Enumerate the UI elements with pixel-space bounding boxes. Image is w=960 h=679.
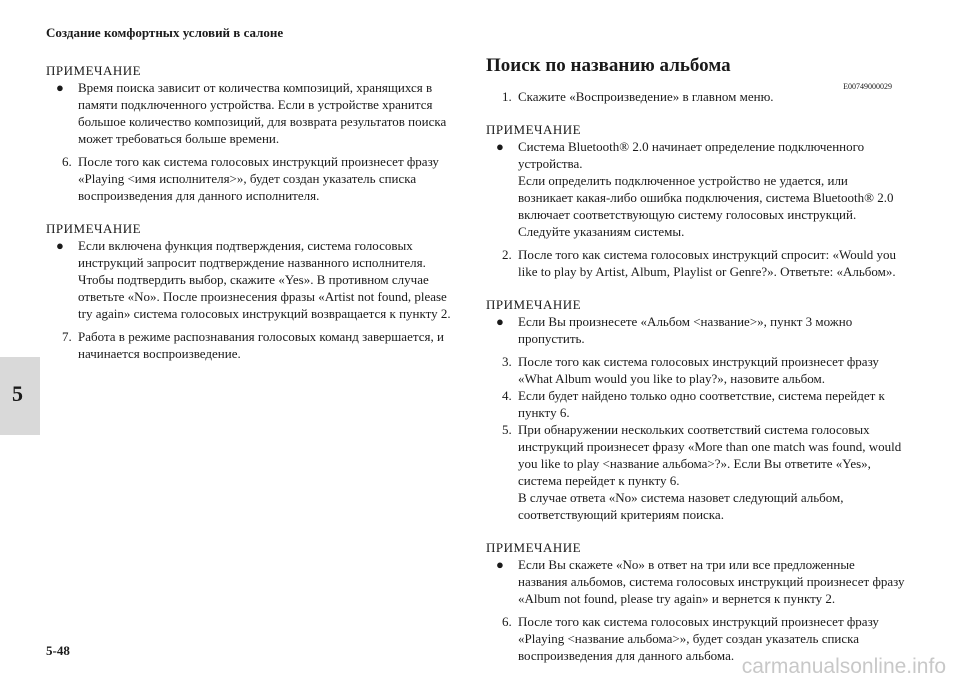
step-text: Работа в режиме распознавания голосовых команд завершается, и начинается воспроизведение.	[78, 329, 444, 361]
step-number: 5.	[502, 422, 512, 437]
bullet-icon: ●	[56, 80, 64, 95]
step-text: Если будет найдено только одно соответствие, система перейдет к пункту 6.	[518, 388, 885, 420]
step-item	[46, 328, 456, 362]
note-text: Система Bluetooth® 2.0 начинает определение подключенного устройства.	[518, 139, 865, 171]
note-text: Если включена функция подтверждения, система голосовых инструкций запросит подтверждение названного исполнителя. Чтобы подтвердить выбор, скажите «Yes». В противном случае ответьте «No». После произнесения фразы «Artist not found, please try again» система голосовых инструкций возвращается к пункту 2.	[78, 238, 451, 321]
step-item	[486, 246, 906, 280]
chapter-number: 5	[12, 381, 23, 406]
bullet-icon: ●	[496, 557, 504, 572]
note-text: Если определить подключенное устройство не удается, или возникает какая-либо ошибка подключения, система Bluetooth® 2.0 включает соответствующую систему голосовых инструкций. Следуйте указаниям системы.	[518, 173, 894, 239]
note-text: Если Вы произнесете «Альбом <название>», пункт 3 можно пропустить.	[518, 314, 853, 346]
note-bullet	[486, 556, 906, 607]
note-text: Если Вы скажете «No» в ответ на три или все предложенные названия альбомов, система голосовых инструкций произнесет фразу «Album not found, please try again» и вернется к пункту 2.	[518, 557, 905, 606]
note-bullet	[486, 313, 906, 347]
watermark: carmanualsonline.info	[741, 655, 946, 678]
step-text: После того как система голосовых инструкций произнесет фразу «Playing <имя исполнителя>», будет создан указатель списка воспроизведения для данного исполнителя.	[78, 154, 439, 203]
note-heading: ПРИМЕЧАНИЕ	[486, 122, 582, 137]
step-text: После того как система голосовых инструкций произнесет фразу «Playing <название альбома>», будет создан указатель списка воспроизведения для данного альбома.	[518, 614, 879, 663]
bullet-icon: ●	[496, 314, 504, 329]
note-heading: ПРИМЕЧАНИЕ	[486, 297, 582, 312]
step-number: 1.	[502, 89, 512, 104]
step-item	[46, 153, 456, 204]
bullet-icon: ●	[496, 139, 504, 154]
step-number: 4.	[502, 388, 512, 403]
bullet-icon: ●	[56, 238, 64, 253]
section-title: Поиск по названию альбома	[486, 55, 731, 76]
running-header: Создание комфортных условий в салоне	[46, 25, 284, 40]
step-item	[486, 353, 906, 387]
step-item	[486, 421, 906, 523]
step-number: 6.	[62, 154, 72, 169]
left-column	[46, 62, 456, 362]
section-code: E00749000029	[843, 82, 892, 91]
note-bullet	[486, 138, 906, 240]
note-heading: ПРИМЕЧАНИЕ	[46, 63, 142, 78]
note-heading: ПРИМЕЧАНИЕ	[486, 540, 582, 555]
step-text: При обнаружении нескольких соответствий система голосовых инструкций произнесет фразу «More than one match was found, would you like to play <название альбома>?». Если Вы ответите «Yes», система перейдет к пункту 6.	[518, 422, 902, 488]
step-text: В случае ответа «No» система назовет следующий альбом, соответствующий критериям поиска.	[518, 490, 844, 522]
right-column	[486, 54, 906, 664]
step-text: После того как система голосовых инструкций произнесет фразу «What Album would you like to play?», назовите альбом.	[518, 354, 879, 386]
step-number: 2.	[502, 247, 512, 262]
step-item	[486, 387, 906, 421]
step-item	[486, 88, 906, 105]
step-text: После того как система голосовых инструкций спросит: «Would you like to play by Artist, Album, Playlist or Genre?». Ответьте: «Альбом».	[518, 247, 897, 279]
step-number: 7.	[62, 329, 72, 344]
page-number: 5-48	[46, 643, 70, 658]
note-heading: ПРИМЕЧАНИЕ	[46, 221, 142, 236]
note-bullet	[46, 79, 456, 147]
step-text: Скажите «Воспроизведение» в главном меню.	[518, 89, 774, 104]
step-number: 3.	[502, 354, 512, 369]
note-text: Время поиска зависит от количества композиций, хранящихся в памяти подключенного устройства. Если в устройстве хранится большое количество композиций, для возврата результатов поиска может требоваться больше времени.	[78, 80, 447, 146]
note-bullet	[46, 237, 456, 322]
step-number: 6.	[502, 614, 512, 629]
